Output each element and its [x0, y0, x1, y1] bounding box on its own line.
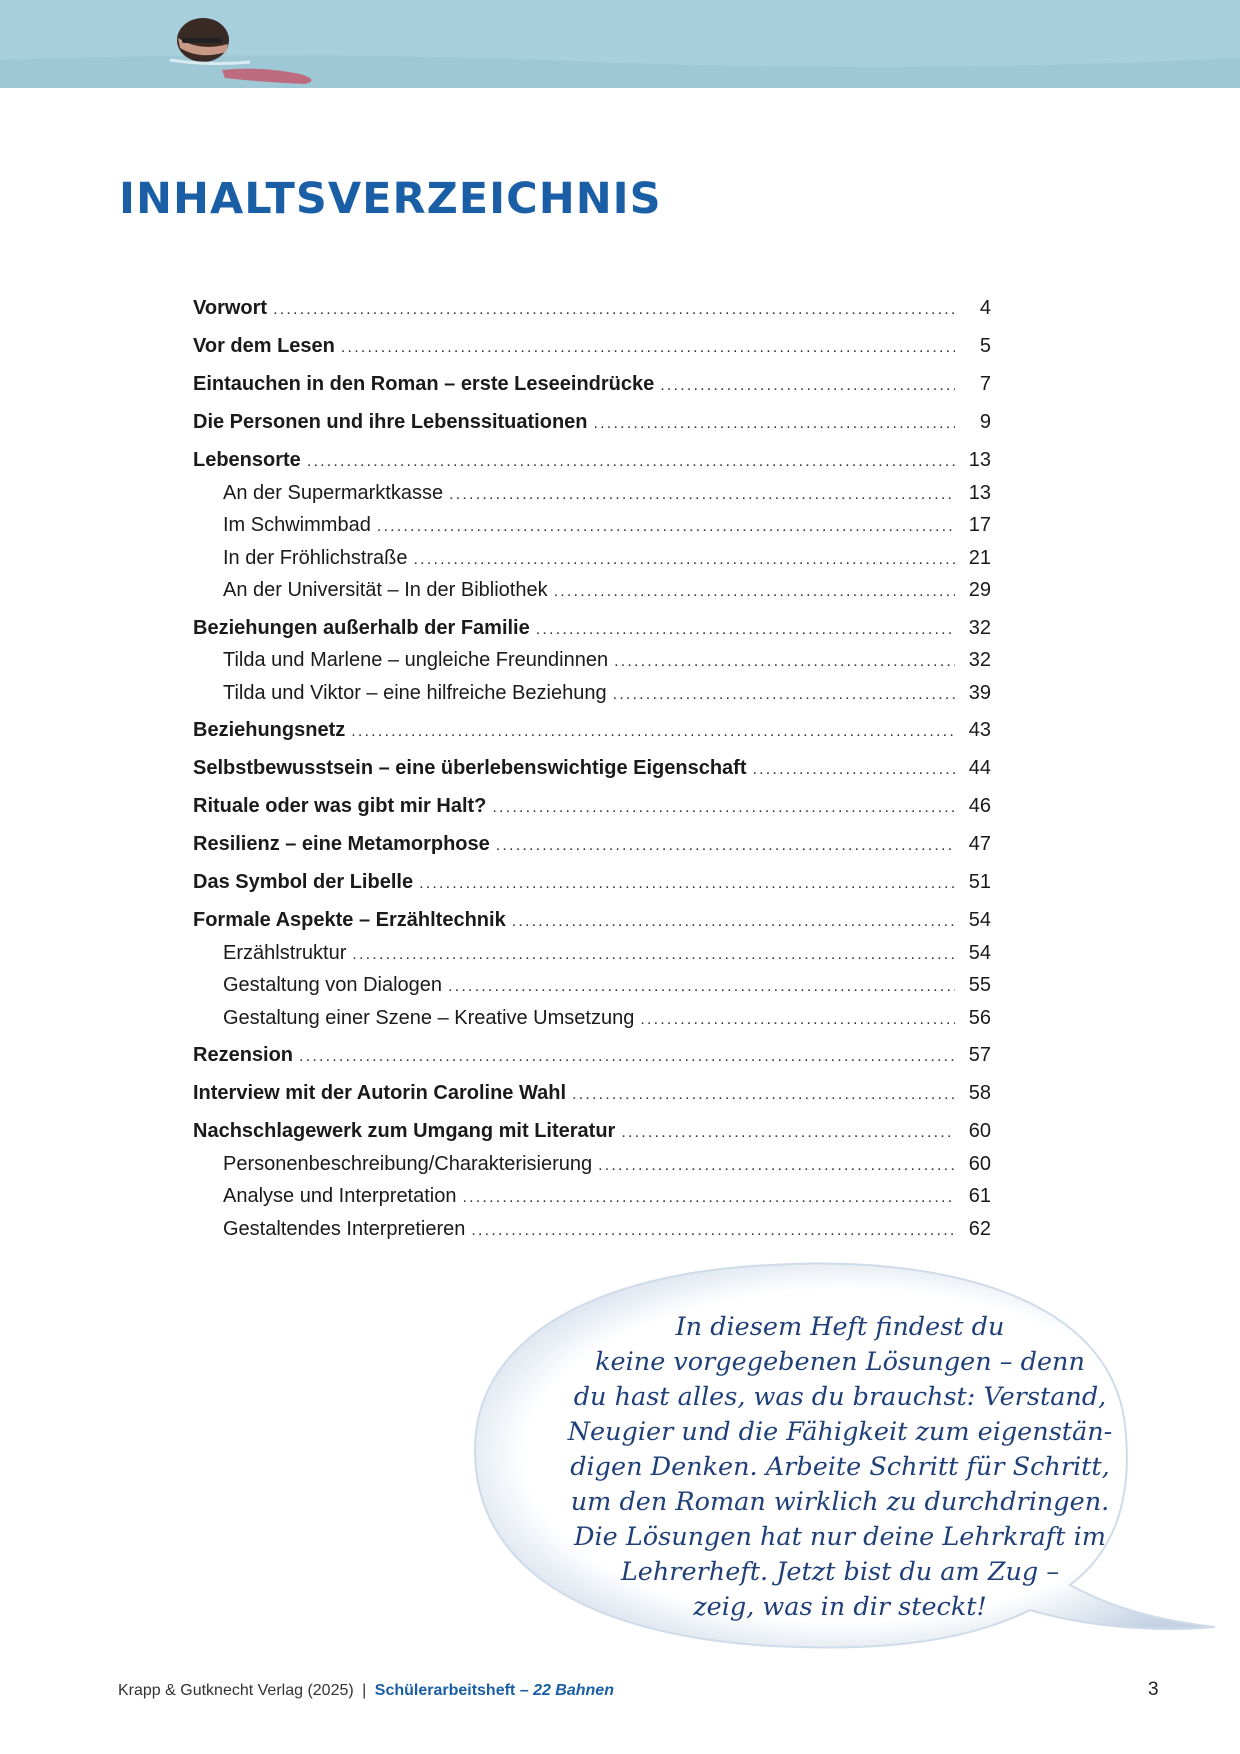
toc-page-number: 44: [968, 757, 991, 779]
toc-leader-dots: [377, 519, 955, 535]
toc-label: Erzählstruktur: [223, 941, 347, 964]
toc-leader-dots: [613, 687, 955, 703]
toc-leader-dots: [419, 876, 955, 892]
toc-label: Personenbeschreibung/Charakterisierung: [223, 1152, 593, 1175]
toc-leader-dots: [414, 552, 955, 568]
toc-label: Resilienz – eine Metamorphose: [193, 833, 490, 855]
toc-page-number: 17: [968, 514, 991, 536]
toc-subentry[interactable]: [193, 1008, 991, 1028]
toc-label: Tilda und Viktor – eine hilfreiche Beziehung: [223, 681, 607, 704]
toc-subentry[interactable]: [193, 1186, 991, 1206]
toc-page-number: 47: [968, 833, 991, 855]
footer-book-title: 22 Bahnen: [533, 1682, 614, 1699]
toc-label: Vor dem Lesen: [193, 335, 335, 357]
toc-subentry[interactable]: [193, 1154, 991, 1174]
toc-page-number: 43: [968, 719, 991, 741]
toc-entry[interactable]: [193, 374, 991, 394]
footer-publisher: Krapp & Gutknecht Verlag (2025): [118, 1682, 354, 1699]
toc-entry[interactable]: [193, 1083, 991, 1103]
toc-leader-dots: [594, 416, 955, 432]
toc-page-number: 32: [968, 649, 991, 671]
toc-page-number: 39: [968, 681, 991, 704]
toc-entry[interactable]: [193, 720, 991, 740]
toc-label: Im Schwimmbad: [223, 514, 371, 536]
toc-leader-dots: [572, 1087, 955, 1103]
toc-label: Eintauchen in den Roman – erste Leseeindrücke: [193, 373, 655, 395]
toc-leader-dots: [660, 378, 955, 394]
header-banner-image: [0, 0, 1240, 88]
footer-separator: |: [362, 1682, 367, 1699]
toc-subentry[interactable]: [193, 943, 991, 963]
toc-label: Formale Aspekte – Erzähltechnik: [193, 909, 506, 931]
toc-page-number: 56: [968, 1006, 991, 1029]
toc-page-number: 61: [968, 1185, 991, 1207]
toc-entry[interactable]: [193, 1045, 991, 1065]
toc-label: Lebensorte: [193, 449, 301, 471]
toc-subentry[interactable]: [193, 683, 991, 703]
toc-page-number: 57: [968, 1044, 991, 1066]
toc-page-number: 5: [979, 335, 991, 357]
toc-entry[interactable]: [193, 298, 991, 318]
toc-label: Gestaltung einer Szene – Kreative Umsetzung: [223, 1006, 635, 1029]
toc-leader-dots: [448, 979, 955, 995]
toc-entry[interactable]: [193, 758, 991, 778]
toc-page-number: 29: [968, 579, 991, 601]
toc-page-number: 58: [968, 1082, 991, 1104]
toc-label: Beziehungsnetz: [193, 719, 346, 741]
toc-label: Selbstbewusstsein – eine überlebenswichtige Eigenschaft: [193, 757, 747, 779]
toc-leader-dots: [640, 1012, 955, 1028]
toc-leader-dots: [492, 800, 955, 816]
toc-label: Tilda und Marlene – ungleiche Freundinnen: [223, 649, 609, 671]
toc-subentry[interactable]: [193, 1219, 991, 1239]
toc-label: Gestaltendes Interpretieren: [223, 1217, 466, 1240]
toc-label: Die Personen und ihre Lebenssituationen: [193, 411, 588, 433]
page-title: INHALTSVERZEICHNIS: [119, 174, 662, 224]
toc-leader-dots: [614, 654, 955, 670]
toc-leader-dots: [536, 622, 955, 638]
toc-page-number: 55: [968, 974, 991, 996]
toc-entry[interactable]: [193, 796, 991, 816]
toc-entry[interactable]: [193, 450, 991, 470]
toc-page-number: 51: [968, 871, 991, 893]
toc-leader-dots: [512, 914, 955, 930]
toc-label: An der Supermarktkasse: [223, 481, 444, 504]
toc-page-number: 9: [979, 411, 991, 433]
toc-leader-dots: [496, 838, 955, 854]
toc-page-number: 21: [968, 546, 991, 569]
toc-entry[interactable]: [193, 336, 991, 356]
toc-page-number: 54: [968, 909, 991, 931]
toc-page-number: 4: [979, 297, 991, 319]
toc-label: In der Fröhlichstraße: [223, 546, 408, 569]
footer-series: Schülerarbeitsheft: [374, 1682, 516, 1699]
toc-label: Nachschlagewerk zum Umgang mit Literatur: [193, 1120, 616, 1142]
toc-leader-dots: [307, 454, 955, 470]
toc-leader-dots: [299, 1049, 955, 1065]
toc-leader-dots: [554, 584, 955, 600]
toc-entry[interactable]: [193, 910, 991, 930]
toc-leader-dots: [471, 1223, 955, 1239]
toc-page-number: 54: [968, 941, 991, 964]
swimmer-illustration: [0, 0, 1240, 88]
toc-entry[interactable]: [193, 1121, 991, 1141]
toc-label: Rituale oder was gibt mir Halt?: [193, 795, 487, 817]
toc-leader-dots: [449, 487, 955, 503]
toc-leader-dots: [753, 762, 956, 778]
toc-page-number: 32: [968, 616, 991, 639]
toc-page-number: 13: [968, 481, 991, 504]
speech-bubble: [470, 1255, 1230, 1655]
footer: [118, 1682, 614, 1700]
table-of-contents: [193, 298, 991, 1239]
toc-subentry[interactable]: [193, 650, 991, 670]
toc-leader-dots: [341, 340, 955, 356]
toc-entry[interactable]: [193, 412, 991, 432]
footer-dash: –: [519, 1682, 529, 1699]
toc-page-number: 60: [968, 1152, 991, 1175]
toc-leader-dots: [352, 947, 955, 963]
toc-leader-dots: [273, 302, 955, 318]
toc-page-number: 13: [968, 449, 991, 471]
toc-page-number: 7: [979, 373, 991, 395]
toc-subentry[interactable]: [193, 580, 991, 600]
toc-leader-dots: [621, 1125, 955, 1141]
toc-entry[interactable]: [193, 872, 991, 892]
toc-entry[interactable]: [193, 618, 991, 638]
page-number: 3: [1148, 1679, 1159, 1700]
speech-bubble-text: In diesem Heft findest du keine vorgegebenen Lösungen – denn du hast alles, was du brauchst: Verstand, Neugier und die Fähigkeit zum eigenstän- digen Denken. Arbeite Schritt für Schritt, um den Roman wirklich zu durchdringen. Die Lösungen hat nur deine Lehrkraft im Lehrerheft. Jetzt bist du am Zug – zeig, was in dir steckt!: [567, 1312, 1113, 1622]
toc-entry[interactable]: [193, 834, 991, 854]
toc-leader-dots: [351, 724, 955, 740]
toc-page-number: 60: [968, 1120, 991, 1142]
toc-page-number: 62: [968, 1217, 991, 1240]
toc-subentry[interactable]: [193, 975, 991, 995]
toc-leader-dots: [463, 1190, 956, 1206]
toc-label: Analyse und Interpretation: [223, 1185, 457, 1207]
toc-leader-dots: [598, 1158, 955, 1174]
toc-page-number: 46: [968, 795, 991, 817]
toc-label: Vorwort: [193, 297, 268, 319]
toc-subentry[interactable]: [193, 483, 991, 503]
toc-label: Beziehungen außerhalb der Familie: [193, 616, 530, 639]
toc-label: Das Symbol der Libelle: [193, 871, 414, 893]
toc-subentry[interactable]: [193, 515, 991, 535]
toc-subentry[interactable]: [193, 548, 991, 568]
toc-label: An der Universität – In der Bibliothek: [223, 579, 548, 601]
toc-label: Interview mit der Autorin Caroline Wahl: [193, 1082, 567, 1104]
toc-label: Gestaltung von Dialogen: [223, 974, 443, 996]
toc-label: Rezension: [193, 1044, 294, 1066]
